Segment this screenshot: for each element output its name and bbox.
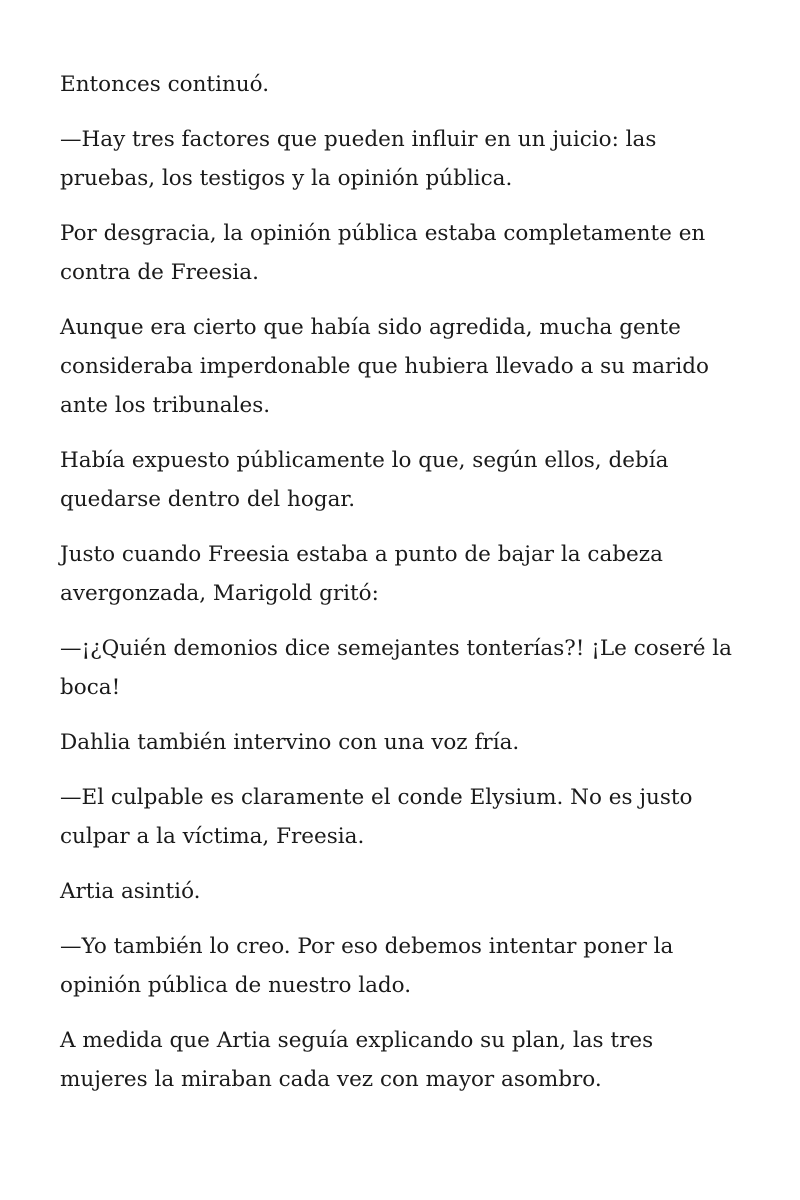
paragraph-11: —Yo también lo creo. Por eso debemos intentar poner la opinión pública de nuestro lado.: [60, 934, 674, 998]
paragraph-7: —¡¿Quién demonios dice semejantes tonterías?! ¡Le coseré la boca!: [60, 636, 732, 700]
paragraph-4: Aunque era cierto que había sido agredida, mucha gente consideraba imperdonable que hubiera llevado a su marido ante los tribunales.: [60, 315, 709, 418]
paragraph-1: Entonces continuó.: [60, 72, 270, 97]
paragraph-10: Artia asintió.: [60, 879, 201, 904]
paragraph-3: Por desgracia, la opinión pública estaba completamente en contra de Freesia.: [60, 221, 706, 285]
paragraph-5: Había expuesto públicamente lo que, según ellos, debía quedarse dentro del hogar.: [60, 448, 669, 512]
paragraph-8: Dahlia también intervino con una voz fría.: [60, 730, 520, 755]
paragraph-9: —El culpable es claramente el conde Elysium. No es justo culpar a la víctima, Freesia.: [60, 785, 693, 849]
paragraph-12: A medida que Artia seguía explicando su plan, las tres mujeres la miraban cada vez con mayor asombro.: [60, 1028, 654, 1092]
paragraph-6: Justo cuando Freesia estaba a punto de bajar la cabeza avergonzada, Marigold gritó:: [60, 542, 663, 606]
paragraph-2: —Hay tres factores que pueden influir en un juicio: las pruebas, los testigos y la opinión pública.: [60, 127, 657, 191]
